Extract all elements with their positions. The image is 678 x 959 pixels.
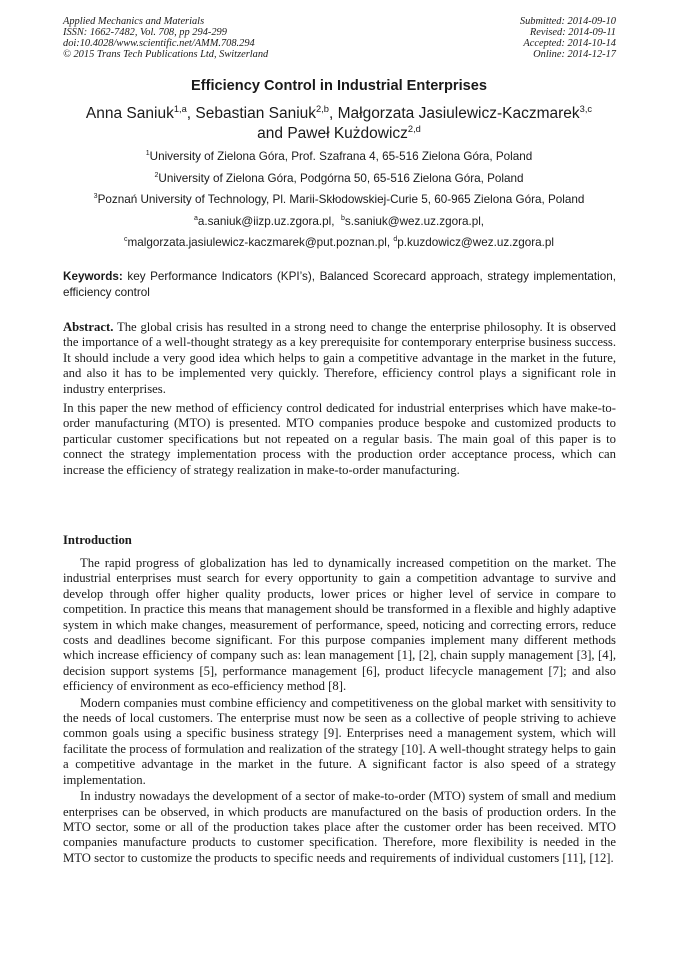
email-address: malgorzata.jasiulewicz-kaczmarek@put.poznan.pl,: [127, 236, 391, 249]
section-heading-introduction: Introduction: [63, 533, 132, 547]
body-paragraph: The rapid progress of globalization has led to dynamically increased competition on the market. The industrial enterprises must search for every opportunity to gain a competition advantage to survive and develop through offer higher quality products, lower prices or higher level of service in compare to competition. In practice this means that management should be transformed in a flexible and highly adaptive system in which make changes, measurement of performance, speed, noticing and correcting errors, reduce costs and deadlines become significant. For this purpose companies implement many different methods which increase efficiency of company such as: lean management [1], [2], chain supply management [3], [4], decision support systems [5], performance management [6], product lifecycle management [7]; and also efficiency of environment as eco-efficiency method [8].: [63, 556, 616, 694]
paper-title: Efficiency Control in Industrial Enterprises: [191, 78, 487, 94]
affiliation-text: Poznań University of Technology, Pl. Marii-Skłodowskiej-Curie 5, 60-965 Zielona Góra, Poland: [97, 193, 585, 206]
author-name: Małgorzata Jasiulewicz-Kaczmarek: [337, 105, 580, 122]
abstract: [63, 320, 616, 482]
author-affiliation-mark: 3,c: [579, 103, 593, 114]
affiliation-mark: 3: [93, 193, 98, 201]
author-name: Sebastian Saniuk: [195, 105, 317, 122]
copyright-line: © 2015 Trans Tech Publications Ltd, Switzerland: [63, 49, 269, 61]
author-name: Paweł Kużdowicz: [287, 125, 408, 142]
journal-name: Applied Mechanics and Materials: [63, 16, 205, 27]
email-mark: d: [393, 236, 398, 244]
abstract-text: The global crisis has resulted in a strong need to change the enterprise philosophy. It is observed the importance of a well-thought strategy as a key prerequisite for contemporary enterprise business success. It should include a very good idea which helps to gain a competitive advantage in the market in the future, and also it has to be implemented very quickly. Therefore, efficiency control plays a significant role in industry enterprises.: [63, 320, 616, 396]
affiliation-2: [0, 172, 678, 185]
abstract-paragraph: [63, 320, 616, 397]
email-address: p.kuzdowicz@wez.uz.zgora.pl: [397, 236, 554, 249]
introduction-body: [63, 556, 616, 867]
author-list: Anna Saniuk$^{1,a}$, Sebastian Saniuk$^{2,b}$, Małgorzata Jasiulewicz-Kaczmarek$^{3,c}$ and Paweł Kużdowicz$^{2,d}$: [85, 103, 593, 142]
affiliation-3: [0, 193, 678, 206]
author-affiliation-mark: 1,a: [173, 103, 187, 114]
issn-line: ISSN: 1662-7482, Vol. 708, pp 294-299: [63, 27, 227, 39]
keywords-text: key Performance Indicators (KPI’s), Balanced Scorecard approach, strategy implementation, efficiency control: [63, 270, 616, 299]
accepted-date: Accepted: 2014-10-14: [523, 38, 616, 50]
affiliation-text: University of Zielona Góra, Podgórna 50, 65-516 Zielona Góra, Poland: [158, 172, 524, 185]
body-paragraph: In industry nowadays the development of a sector of make-to-order (MTO) system of small and medium enterprises can be observed, in which products are manufactured on the basis of production orders. In the MTO sector, some or all of the production takes place after the customer order has been received. MTO companies manufacture products to customer specification. Therefore, more flexibility is needed in the MTO sector to customize the products to specific needs and requirements of individual customers [11], [12].: [63, 789, 616, 865]
email-address: a.saniuk@iizp.uz.zgora.pl,: [197, 215, 335, 228]
email-line-1: [0, 215, 678, 228]
affiliation-mark: 1: [145, 150, 150, 158]
submitted-date: Submitted: 2014-09-10: [519, 16, 616, 27]
body-paragraph: Modern companies must combine efficiency and competitiveness on the global market with sensitivity to the needs of local customers. The enterprise must now be seen as a collective of people striving to achieve common goals using a specific business strategy [9]. Enterprises need a management system, which will facilitate the process of formulation and realization of the strategy [10]. A well-thought strategy helps to gain a competitive advantage in the market in the future. A significant factor is also speed of a strategy implementation.: [63, 695, 616, 787]
keywords-label: Keywords:: [63, 270, 123, 283]
email-mark: c: [123, 236, 128, 244]
author-name: Anna Saniuk: [85, 105, 174, 122]
email-line-2: [0, 236, 678, 249]
affiliation-1: [0, 150, 678, 163]
email-mark: a: [193, 215, 198, 223]
abstract-label: Abstract.: [63, 320, 114, 334]
affiliation-text: University of Zielona Góra, Prof. Szafrana 4, 65-516 Zielona Góra, Poland: [149, 150, 533, 163]
affiliation-mark: 2: [154, 172, 159, 180]
journal-header-left: [63, 16, 268, 60]
online-date: Online: 2014-12-17: [533, 49, 616, 61]
author-conjunction: and: [257, 125, 283, 142]
email-address: s.saniuk@wez.uz.zgora.pl,: [344, 215, 485, 228]
journal-header-right: [520, 16, 616, 60]
author-affiliation-mark: 2,b: [316, 103, 329, 114]
keywords: [63, 269, 616, 301]
author-affiliation-mark: 2,d: [407, 123, 421, 134]
abstract-paragraph: In this paper the new method of efficiency control dedicated for industrial enterprises which have make-to-order manufacturing (MTO) is presented. MTO companies produce bespoke and customized products to particular customer specifications but not repeated on a regular basis. The main goal of this paper is to connect the strategy implementation process with the production order acceptance process, which can increase the efficiency of strategy realization in make-to-order manufacturing.: [63, 401, 616, 477]
doi-line: doi:10.4028/www.scientific.net/AMM.708.294: [63, 38, 255, 50]
email-mark: b: [340, 215, 345, 223]
revised-date: Revised: 2014-09-11: [529, 27, 616, 39]
